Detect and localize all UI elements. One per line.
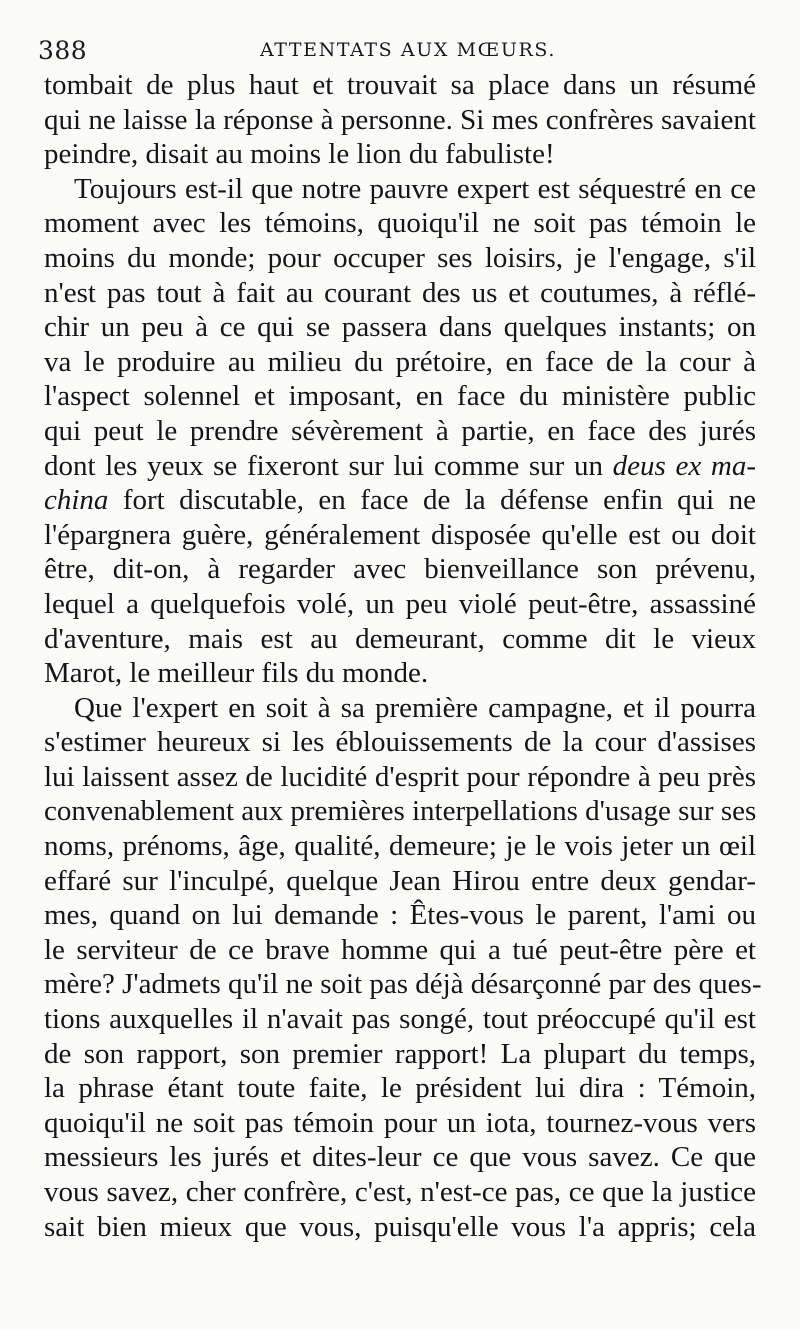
text-line: qui peut le prendre sévèrement à partie, en face des jurés	[44, 414, 756, 447]
text-line	[44, 449, 756, 484]
text-line: tions auxquelles il n'avait pas songé, tout préoccupé qu'il est	[44, 1003, 756, 1036]
text-line: convenablement aux premières interpellations d'usage sur ses	[44, 795, 757, 828]
text-line: Marot, le meilleur fils du monde.	[44, 657, 429, 690]
italic-phrase: china	[44, 484, 109, 517]
italic-phrase: deus ex ma-	[612, 449, 756, 482]
text-line: moins du monde; pour occuper ses loisirs, je l'engage, s'il	[44, 241, 756, 274]
text-line: être, dit-on, à regarder avec bienveillance son prévenu,	[44, 553, 756, 586]
text-line: mes, quand on lui demande : Êtes-vous le parent, l'ami ou	[44, 899, 756, 932]
text-line: peindre, disait au moins le lion du fabuliste!	[44, 138, 555, 171]
body-text	[44, 68, 764, 1244]
text-line: Toujours est-il que notre pauvre expert est séquestré en ce	[74, 172, 756, 205]
text-line: va le produire au milieu du prétoire, en face de la cour à	[44, 345, 756, 378]
text-line: qui ne laisse la réponse à personne. Si mes confrères savaient	[44, 103, 756, 136]
text-line: noms, prénoms, âge, qualité, demeure; je le vois jeter un œil	[44, 830, 756, 863]
text-line: effaré sur l'inculpé, quelque Jean Hirou entre deux gendar-	[44, 864, 756, 897]
running-title: ATTENTATS AUX MŒURS.	[260, 39, 556, 61]
text-line: tombait de plus haut et trouvait sa place dans un résumé	[44, 69, 756, 101]
page-number: 388	[38, 36, 88, 65]
page-header	[38, 36, 758, 68]
text-line: chir un peu à ce qui se passera dans quelques instants; on	[44, 311, 756, 344]
text-line: de son rapport, son premier rapport! La plupart du temps,	[44, 1037, 756, 1070]
text-line: s'estimer heureux si les éblouissements de la cour d'assises	[44, 726, 756, 759]
text-line: le serviteur de ce brave homme qui a tué peut-être père et	[44, 933, 756, 966]
text-line: mère? J'admets qu'il ne soit pas déjà désarçonné par des ques-	[44, 968, 762, 1001]
text-line: vous savez, cher confrère, c'est, n'est-ce pas, ce que la justice	[44, 1176, 756, 1208]
text-line: l'épargnera guère, généralement disposée qu'elle est ou doit	[44, 518, 756, 551]
text-line: n'est pas tout à fait au courant des us et coutumes, à réflé-	[44, 276, 756, 309]
text-line: l'aspect solennel et imposant, en face du ministère public	[44, 380, 756, 413]
text-line: sait bien mieux que vous, puisqu'elle vous l'a appris; cela	[44, 1210, 756, 1243]
text-line: quoiqu'il ne soit pas témoin pour un iota, tournez-vous vers	[44, 1106, 756, 1139]
text-line-roman: dont les yeux se fixeront sur lui comme sur un	[44, 449, 613, 482]
text-line: messieurs les jurés et dites-leur ce que vous savez. Ce que	[44, 1141, 756, 1174]
text-line: la phrase étant toute faite, le président lui dira : Témoin,	[44, 1072, 756, 1105]
text-line: Que l'expert en soit à sa première campagne, et il pourra	[74, 691, 756, 724]
text-line: moment avec les témoins, quoiqu'il ne soit pas témoin le	[44, 207, 756, 240]
text-line: lequel a quelquefois volé, un peu violé peut-être, assassiné	[44, 587, 756, 620]
text-line-roman: fort discutable, en face de la défense enfin qui ne	[108, 484, 756, 517]
text-line: d'aventure, mais est au demeurant, comme dit le vieux	[44, 622, 756, 655]
text-line	[44, 483, 756, 518]
text-line: lui laissent assez de lucidité d'esprit pour répondre à peu près	[44, 760, 756, 793]
